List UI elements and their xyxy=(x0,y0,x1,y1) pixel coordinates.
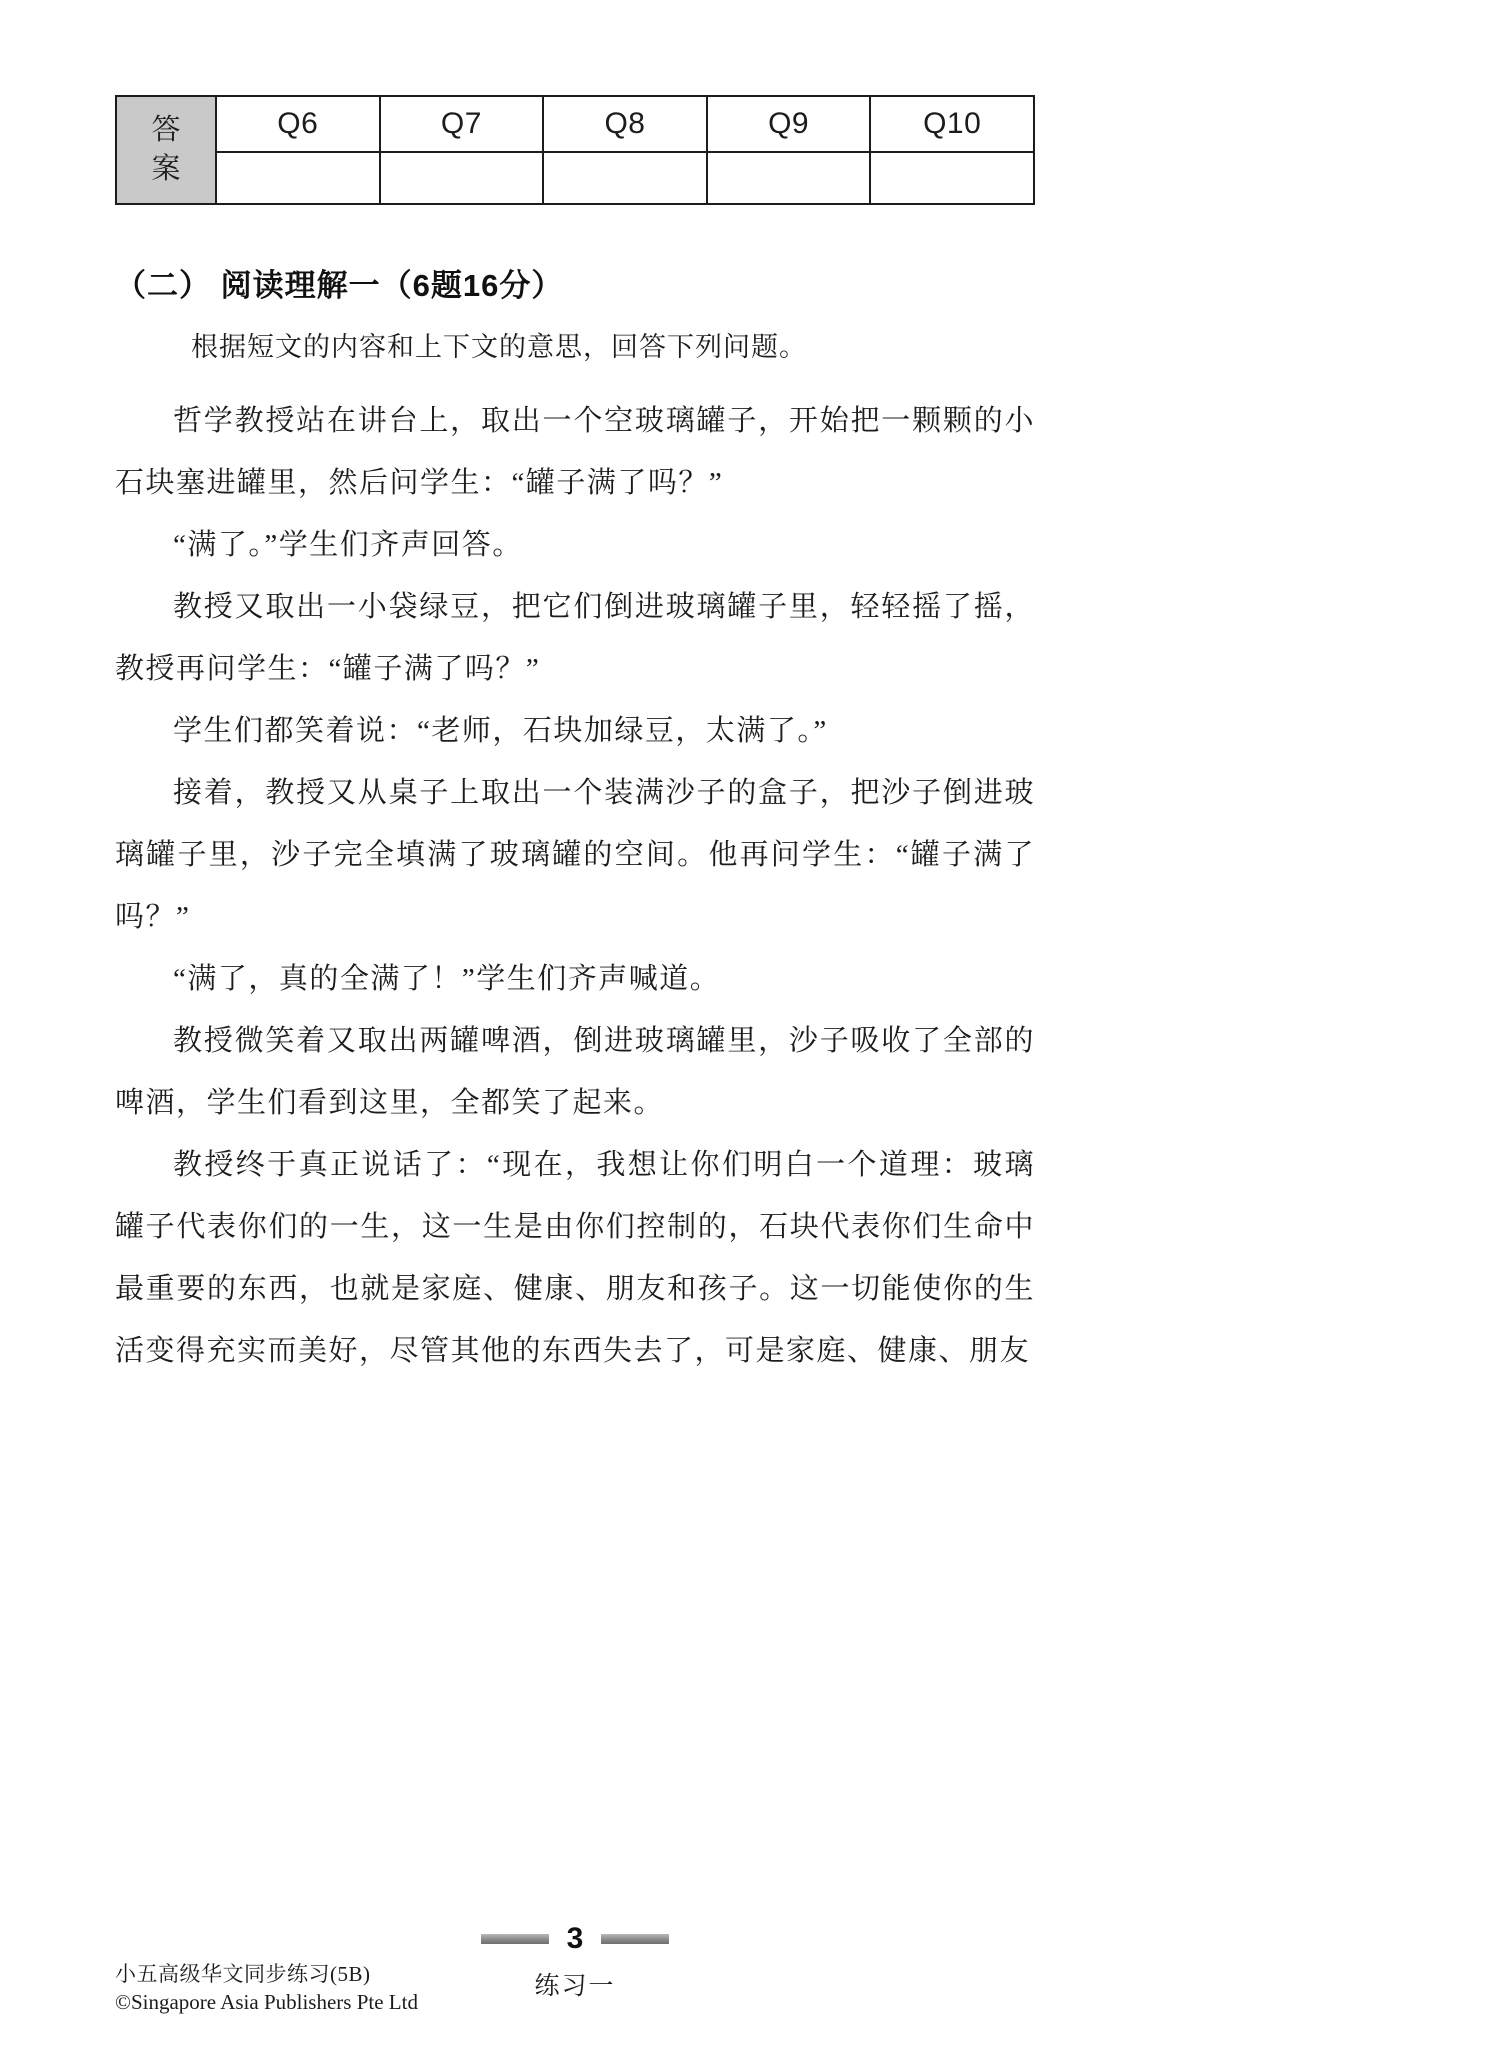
passage-paragraph: 教授微笑着又取出两罐啤酒，倒进玻璃罐里，沙子吸收了全部的啤酒，学生们看到这里，全都笑了起来。 xyxy=(115,1025,1035,1119)
page-content xyxy=(115,95,1035,1382)
answer-cell-q6 xyxy=(216,152,380,204)
page-number: 3 xyxy=(566,1922,584,1955)
answer-column-header-q10: Q10 xyxy=(870,96,1034,152)
answer-table xyxy=(115,95,1035,205)
answer-cell-q7 xyxy=(380,152,544,204)
answer-table-label-cell xyxy=(116,96,216,204)
answer-cell-q9 xyxy=(707,152,871,204)
section-heading: （二） 阅读理解一（6题16分） xyxy=(115,268,564,303)
answer-column-header-q8: Q8 xyxy=(543,96,707,152)
answer-column-header-q7: Q7 xyxy=(380,96,544,152)
page-number-row xyxy=(115,1922,1035,1956)
answer-cell-q8 xyxy=(543,152,707,204)
exercise-label: 练习一 xyxy=(534,1973,616,2000)
passage-paragraph: “满了。”学生们齐声回答。 xyxy=(173,529,523,561)
passage-paragraph: “满了，真的全满了！”学生们齐声喊道。 xyxy=(173,963,721,995)
passage-paragraph: 教授终于真正说话了：“现在，我想让你们明白一个道理：玻璃罐子代表你们的一生，这一生是由你们控制的，石块代表你们生命中最重要的东西，也就是家庭、健康、朋友和孩子。这一切能使你的生活变得充实而美好，尽管其他的东西失去了，可是家庭、健康、朋友 xyxy=(115,1149,1035,1367)
passage-paragraph: 哲学教授站在讲台上，取出一个空玻璃罐子，开始把一颗颗的小石块塞进罐里，然后问学生：“罐子满了吗？” xyxy=(115,405,1035,499)
passage-paragraph: 学生们都笑着说：“老师，石块加绿豆，太满了。” xyxy=(173,715,828,747)
answer-table-header-row xyxy=(116,96,1034,152)
copyright-text: ©Singapore Asia Publishers Pte Ltd xyxy=(115,1990,418,2014)
reading-passage xyxy=(115,390,1035,1382)
footer-left xyxy=(115,1960,418,2016)
answer-column-header-q6: Q6 xyxy=(216,96,380,152)
page-number-bar-left xyxy=(481,1934,549,1944)
answer-table-label: 答案 xyxy=(151,113,181,185)
series-title: 小五高级华文同步练习(5B) xyxy=(115,1962,371,1986)
passage-paragraph: 教授又取出一小袋绿豆，把它们倒进玻璃罐子里，轻轻摇了摇，教授再问学生：“罐子满了吗？” xyxy=(115,591,1035,685)
page-number-bar-right xyxy=(601,1934,669,1944)
answer-cell-q10 xyxy=(870,152,1034,204)
answer-column-header-q9: Q9 xyxy=(707,96,871,152)
instruction-text: 根据短文的内容和上下文的意思，回答下列问题。 xyxy=(191,332,807,362)
passage-paragraph: 接着，教授又从桌子上取出一个装满沙子的盒子，把沙子倒进玻璃罐子里，沙子完全填满了玻璃罐的空间。他再问学生：“罐子满了吗？” xyxy=(115,777,1035,933)
answer-table-answer-row xyxy=(116,152,1034,204)
